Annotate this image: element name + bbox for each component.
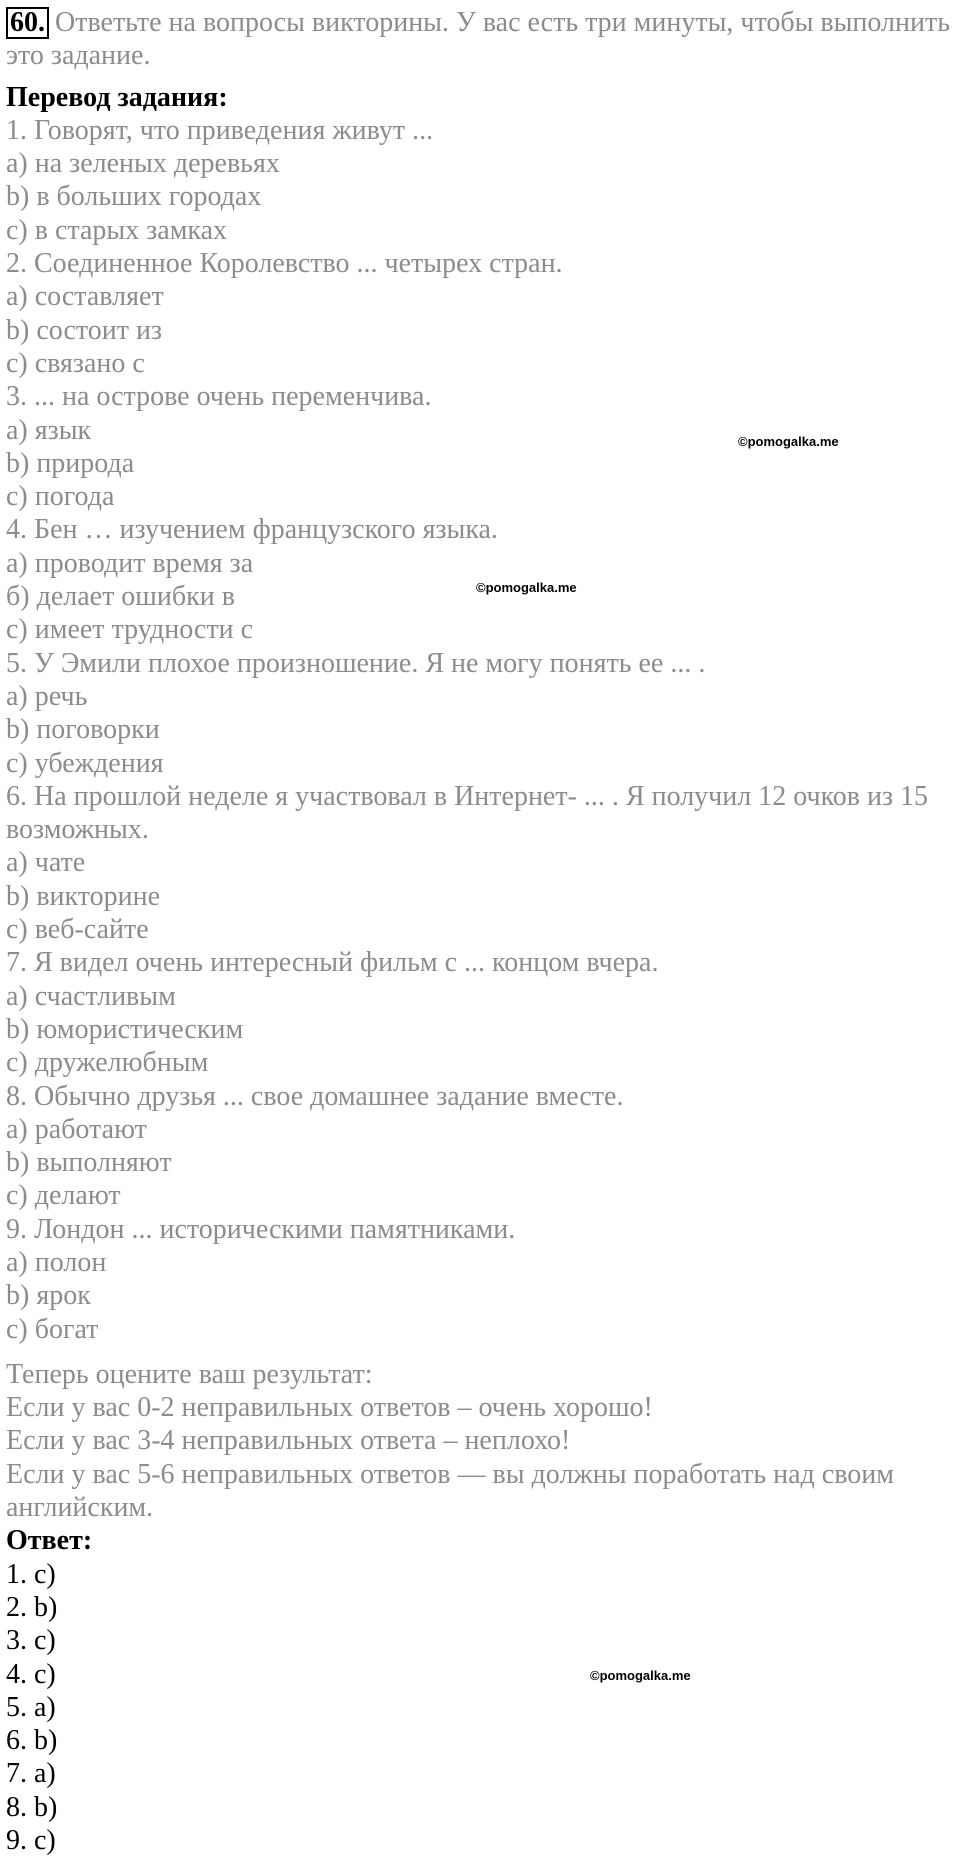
question-list [6, 114, 956, 1346]
option-a: a) работают [6, 1113, 147, 1145]
question-text: 6. На прошлой неделе я участвовал в Интернет- ... . Я получил 12 очков из 15 возможных. [6, 780, 929, 846]
answer-item: 3. c) [6, 1625, 56, 1657]
question-8 [6, 1080, 956, 1213]
option-b: b) состоит из [6, 314, 163, 346]
answer-item: 2. b) [6, 1591, 58, 1623]
option-c: c) богат [6, 1313, 99, 1345]
question-9 [6, 1213, 956, 1346]
option-c: c) дружелюбным [6, 1047, 209, 1079]
question-7 [6, 946, 956, 1079]
evaluation-level-2: Если у вас 3-4 неправильных ответа – неплохо! [6, 1425, 571, 1457]
option-a: a) речь [6, 680, 88, 712]
translation-heading: Перевод задания: [6, 81, 228, 113]
option-c: c) веб-сайте [6, 914, 149, 946]
answer-item: 9. c) [6, 1825, 56, 1857]
question-text: 1. Говорят, что приведения живут ... [6, 114, 434, 146]
option-b: b) поговорки [6, 714, 160, 746]
option-a: a) составляет [6, 281, 164, 313]
option-a: a) на зеленых деревьях [6, 148, 280, 180]
option-a: a) полон [6, 1246, 107, 1278]
task-instruction: Ответьте на вопросы викторины. У вас есть три минуты, чтобы выполнить это задание. [6, 7, 950, 72]
question-text: 4. Бен … изучением французского языка. [6, 514, 498, 546]
option-a: a) проводит время за [6, 547, 254, 579]
option-c: c) делают [6, 1180, 121, 1212]
option-c: c) связано с [6, 347, 145, 379]
watermark: ©pomogalka.me [590, 1668, 691, 1683]
question-text: 5. У Эмили плохое произношение. Я не могу понять ее ... . [6, 647, 706, 679]
option-c: c) в старых замках [6, 214, 228, 246]
evaluation-level-1: Если у вас 0-2 неправильных ответов – очень хорошо! [6, 1392, 653, 1424]
question-6 [6, 780, 956, 946]
answer-item: 5. a) [6, 1691, 56, 1723]
document [6, 6, 956, 1857]
question-text: 8. Обычно друзья ... свое домашнее задание вместе. [6, 1080, 624, 1112]
option-b: б) делает ошибки в [6, 581, 235, 613]
watermark: ©pomogalka.me [476, 580, 577, 595]
evaluation-section [6, 1358, 956, 1524]
question-2 [6, 247, 956, 380]
answer-item: 4. c) [6, 1658, 56, 1690]
evaluation-level-3: Если у вас 5-6 неправильных ответов — вы должны поработать над своим английским. [6, 1458, 894, 1524]
option-c: c) погода [6, 481, 115, 513]
answer-item: 8. b) [6, 1791, 58, 1823]
option-c: c) имеет трудности с [6, 614, 253, 646]
answer-heading: Ответ: [6, 1525, 93, 1557]
question-text: 3. ... на острове очень переменчива. [6, 381, 432, 413]
option-b: b) выполняют [6, 1147, 172, 1179]
answer-list [6, 1558, 956, 1858]
option-b: b) викторине [6, 880, 161, 912]
task-number: 60. [6, 7, 49, 39]
evaluation-intro: Теперь оцените ваш результат: [6, 1358, 373, 1390]
question-5 [6, 647, 956, 780]
task-header [6, 6, 956, 73]
question-text: 9. Лондон ... историческими памятниками. [6, 1213, 516, 1245]
option-b: b) юмористическим [6, 1013, 244, 1045]
answer-item: 7. a) [6, 1758, 56, 1790]
watermark: ©pomogalka.me [738, 434, 839, 449]
option-b: b) ярок [6, 1280, 91, 1312]
option-b: b) природа [6, 447, 135, 479]
question-text: 2. Соединенное Королевство ... четырех стран. [6, 248, 563, 280]
question-text: 7. Я видел очень интересный фильм с ... концом вчера. [6, 947, 659, 979]
option-a: a) чате [6, 847, 86, 879]
option-a: a) язык [6, 414, 92, 446]
option-a: a) счастливым [6, 980, 176, 1012]
answer-item: 6. b) [6, 1725, 58, 1757]
option-c: c) убеждения [6, 747, 164, 779]
question-1 [6, 114, 956, 247]
answer-item: 1. c) [6, 1558, 56, 1590]
option-b: b) в больших городах [6, 181, 262, 213]
